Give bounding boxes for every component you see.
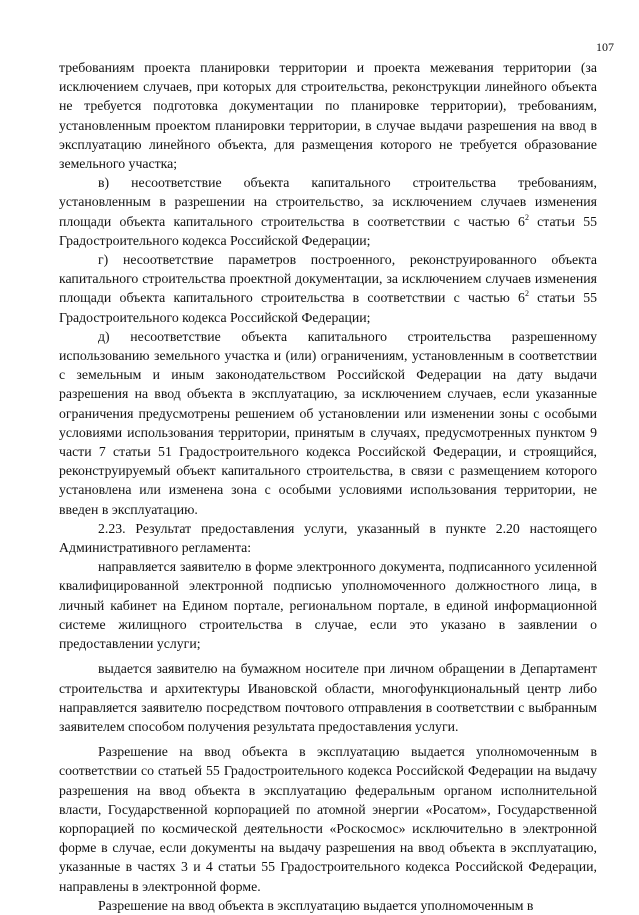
paragraph bbox=[59, 896, 597, 915]
paragraph bbox=[59, 519, 597, 557]
paragraph-text: требованиям проекта планировки территории и проекта межевания территории (за исключением случаев, при которых для строительства, реконструкции линейного объекта не требуется подготовка документации по планировке территории), требованиям, установленным проектом планировки территории, в случае выдачи разрешения на ввод в эксплуатацию линейного объекта, для размещения которого не требуется образование земельного участка; bbox=[59, 60, 597, 172]
page-number: 107 bbox=[596, 40, 614, 54]
paragraph-text: направляется заявителю в форме электронного документа, подписанного усиленной квалифицированной электронной подписью уполномоченного должностного лица, в личный кабинет на Едином портале, региональном портале, в единой информационной системе жилищного строительства в случае, если это указано в заявлении о предоставлении услуги; bbox=[59, 559, 597, 652]
paragraph-text: д) несоответствие объекта капитального строительства разрешенному использованию земельного участка и (или) ограничениям, установленным в соответствии с земельным и иным законодательством Российской Федерации на дату выдачи разрешения на ввод объекта в эксплуатацию, за исключением случаев, если указанные ограничения предусмотрены решением об установлении или изменении зоны с особыми условиями использования территории, принятым в случаях, предусмотренных пунктом 9 части 7 статьи 51 Градостроительного кодекса Российской Федерации, и строящийся, реконструируемый объект капитального строительства, в связи с размещением которого установлена или изменена зона с особыми условиями использования территории, не введен в эксплуатацию. bbox=[59, 328, 597, 517]
superscript: 2 bbox=[524, 212, 529, 222]
paragraph-text: 2.23. Результат предоставления услуги, указанный в пункте 2.20 настоящего Административного регламента: bbox=[59, 520, 597, 556]
superscript: 2 bbox=[524, 289, 529, 299]
paragraph bbox=[59, 327, 597, 519]
paragraph bbox=[59, 173, 597, 250]
paragraph-text: статьи 55 Градостроительного кодекса Российской Федерации; bbox=[59, 213, 597, 248]
paragraph-text: Разрешение на ввод объекта в эксплуатацию выдается уполномоченным в соответствии со статьей 55 Градостроительного кодекса Российской Федерации на выдачу разрешения на ввод объекта в эксплуатацию федеральным органом исполнительной власти, Государственной корпорацией по атомной энергии «Росатом», Государственной корпорацией по космической деятельности «Роскосмос» исключительно в электронной форме в случае, если документы на выдачу разрешения на ввод объекта в эксплуатацию, указанные в частях 3 и 4 статьи 55 Градостроительного кодекса Российской Федерации, направлены в электронной форме. bbox=[59, 744, 597, 894]
paragraph-text: Разрешение на ввод объекта в эксплуатацию выдается уполномоченным в bbox=[98, 897, 534, 913]
paragraph-text: в) несоответствие объекта капитального строительства требованиям, установленным в разрешении на строительство, за исключением случаев изменения площади объекта капитального строительства в соответствии с частью 6 bbox=[59, 175, 597, 229]
paragraph-text: статьи 55 Градостроительного кодекса Российской Федерации; bbox=[59, 290, 597, 325]
document-body bbox=[59, 58, 597, 915]
paragraph-text: г) несоответствие параметров построенного, реконструированного объекта капитального строительства проектной документации, за исключением случаев изменения площади объекта капитального строительства в соответствии с частью 6 bbox=[59, 252, 597, 306]
paragraph-text: выдается заявителю на бумажном носителе при личном обращении в Департамент строительства и архитектуры Ивановской области, многофункциональный центр либо направляется заявителю посредством почтового отправления в соответствии с выбранным заявителем способом получения результата предоставления услуги. bbox=[59, 661, 597, 734]
paragraph bbox=[59, 58, 597, 173]
paragraph bbox=[59, 250, 597, 327]
paragraph bbox=[59, 659, 597, 736]
paragraph bbox=[59, 742, 597, 896]
paragraph bbox=[59, 557, 597, 653]
